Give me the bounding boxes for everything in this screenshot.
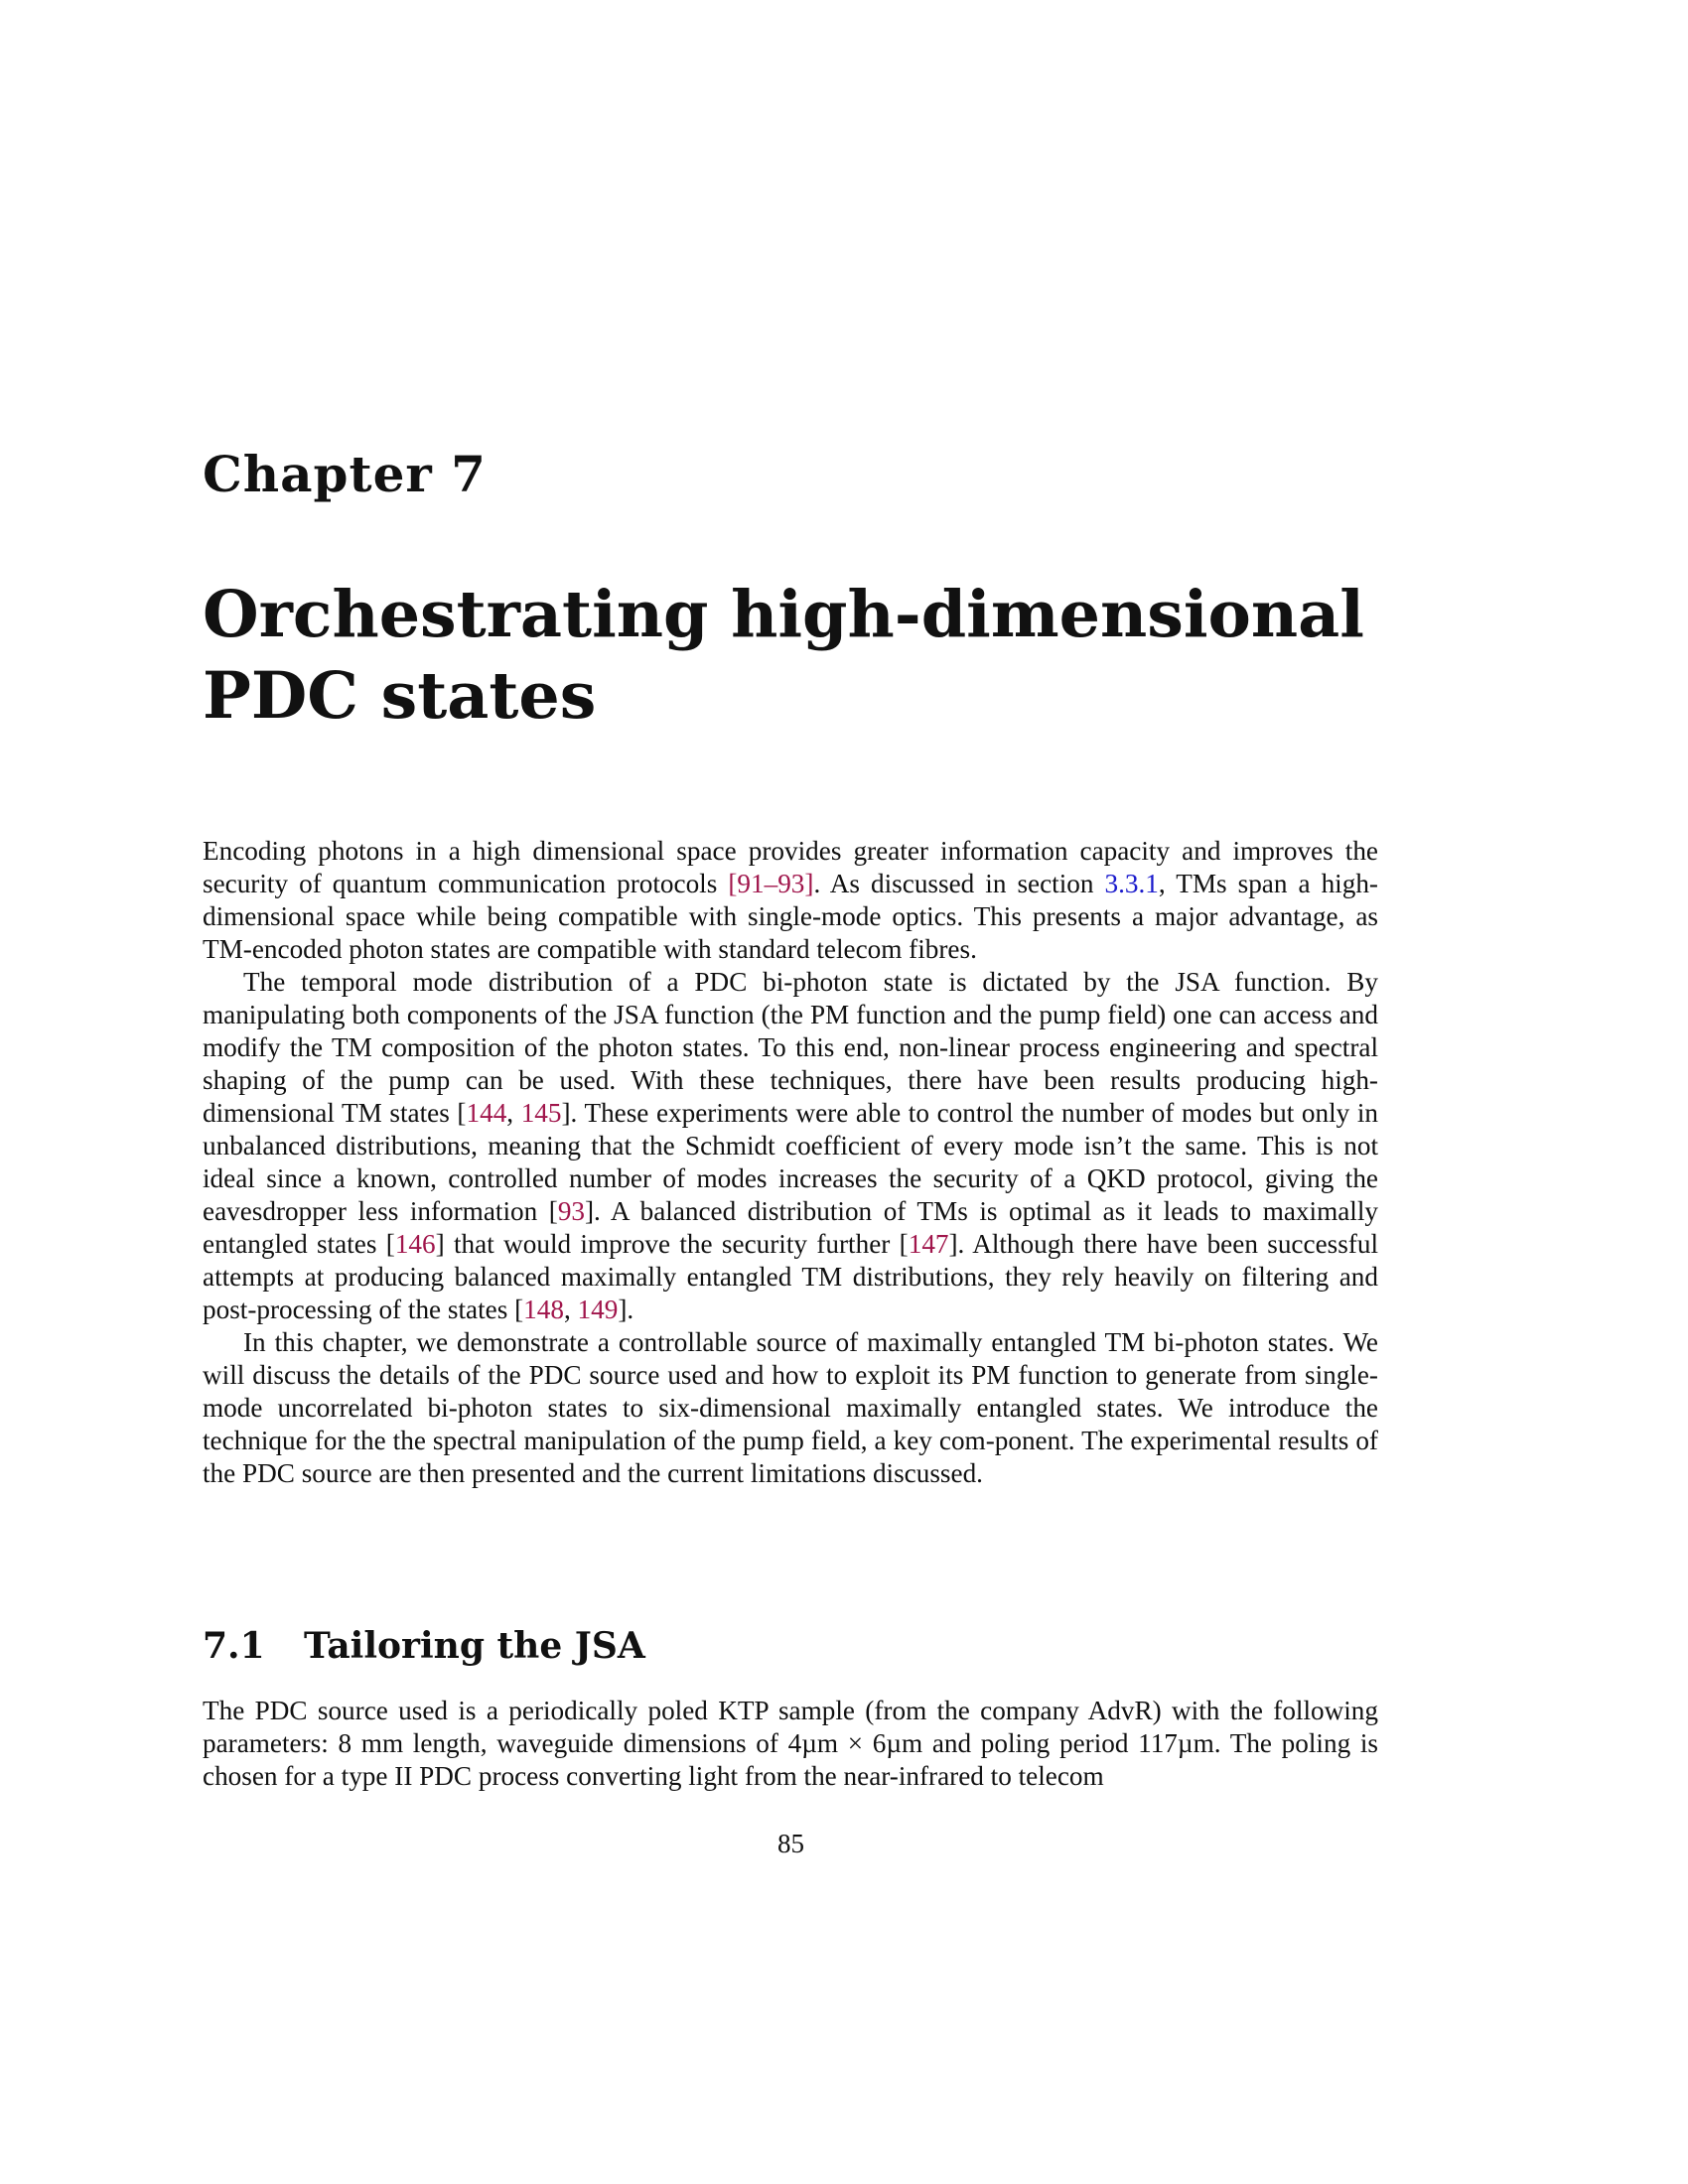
section-paragraph: The PDC source used is a periodically poled KTP sample (from the company AdvR) with the following parameters: 8 mm length, waveguide dimensions of 4µm × 6µm and poling period 117µm. The poling is chosen for a type II PDC process converting light from the near-infrared to telecom bbox=[203, 1696, 1378, 1791]
intro-paragraph-3: In this chapter, we demonstrate a controllable source of maximally entangled TM bi-photon states. We will discuss the details of the PDC source used and how to exploit its PM function to generate from single-mode uncorrelated bi-photon states to six-dimensional maximally entangled states. We introduce the technique for the the spectral manipulation of the pump field, a key com-ponent. The experimental results of the PDC source are then presented and the current limitations discussed. bbox=[203, 1327, 1378, 1488]
text-run: Encoding photons in a high dimensional space provides greater information capacity and improves the security of quantum communication protocols bbox=[203, 836, 1378, 898]
text-run: , TMs span a high-dimensional space while being compatible with single-mode optics. This presents a major advantage, as TM-encoded photon states are compatible with standard telecom fibres. bbox=[203, 869, 1378, 964]
text-run: , bbox=[563, 1295, 578, 1324]
citation-link[interactable]: 93 bbox=[557, 1196, 585, 1226]
citation-link[interactable]: 145 bbox=[520, 1098, 562, 1128]
citation-link[interactable]: 148 bbox=[523, 1295, 564, 1324]
text-run: The temporal mode distribution of a PDC bi-photon state is dictated by the JSA function. By manipulating both components of the JSA function (the PM function and the pump field) one can access and modify the TM composition of the photon states. To this end, non-linear process engineering and spectral shaping of the pump can be used. With these techniques, there have been results producing high-dimensional TM states [ bbox=[203, 967, 1378, 1128]
citation-link[interactable]: 144 bbox=[466, 1098, 507, 1128]
text-run: ]. Although there have been successful attempts at producing balanced maximally entangled TM distributions, they rely heavily on filtering and post-processing of the states [ bbox=[203, 1229, 1378, 1324]
intro-paragraph-2 bbox=[203, 966, 1378, 1326]
section-title: Tailoring the JSA bbox=[304, 1625, 645, 1667]
chapter-title-line-2: PDC states bbox=[203, 658, 597, 734]
section-heading bbox=[203, 1624, 645, 1668]
text-run: ]. These experiments were able to control the number of modes but only in unbalanced distributions, meaning that the Schmidt coefficient of every mode isn’t the same. This is not ideal since a known, controlled number of modes increases the security of a QKD protocol, giving the eavesdropper less information [ bbox=[203, 1098, 1378, 1226]
section-body bbox=[203, 1695, 1378, 1793]
chapter-title bbox=[203, 574, 1493, 737]
citation-link[interactable]: 147 bbox=[908, 1229, 949, 1259]
citation-link[interactable]: 146 bbox=[394, 1229, 436, 1259]
citation-link[interactable]: [91–93] bbox=[728, 869, 814, 898]
text-run: , bbox=[506, 1098, 521, 1128]
text-run: ]. A balanced distribution of TMs is optimal as it leads to maximally entangled states [ bbox=[203, 1196, 1378, 1259]
page-number: 85 bbox=[777, 1829, 804, 1858]
chapter-title-line-1: Orchestrating high-dimensional bbox=[203, 577, 1364, 652]
intro-text bbox=[203, 835, 1378, 1490]
text-run: ]. bbox=[618, 1295, 634, 1324]
section-reference-link[interactable]: 3.3.1 bbox=[1104, 869, 1159, 898]
text-run: . As discussed in section bbox=[813, 869, 1105, 898]
section-number: 7.1 bbox=[203, 1625, 265, 1667]
citation-link[interactable]: 149 bbox=[577, 1295, 619, 1324]
text-run: ] that would improve the security further [ bbox=[435, 1229, 909, 1259]
intro-paragraph-1 bbox=[203, 835, 1378, 966]
chapter-label: Chapter 7 bbox=[203, 445, 487, 503]
